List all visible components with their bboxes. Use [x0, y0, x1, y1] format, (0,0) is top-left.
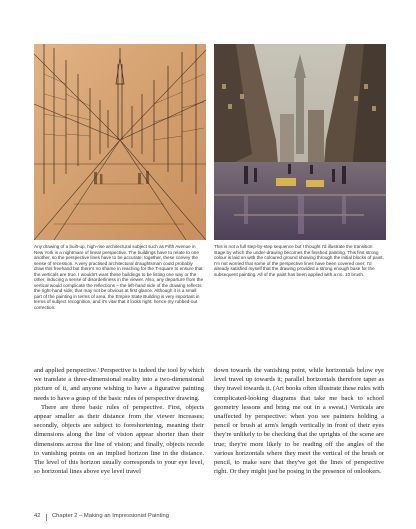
body-paragraph: There are three basic rules of perspective. First, objects appear smaller as their distance from the viewer increases; secondly, objects are subject to foreshortening, meaning their dimensions along the line of vision appear shorter than their dimensions across the line of vision; and finally, objects recede to vanishing points on an implied horizon line in the distance. The level of this horizon usually corresponds to your eye level, so horizontal lines above eye level travel — [34, 403, 204, 476]
page-number: 42 — [34, 513, 41, 519]
running-footer: Chapter 2 – Making an Impressionist Painting — [52, 513, 169, 519]
figure-painting-stage — [214, 44, 386, 240]
figure-pencil-drawing — [34, 44, 206, 240]
caption-drawing: Any drawing of a built-up, high-rise architectural subject such as Fifth Avenue in New York is a nightmare of linear perspective. The buildings have to relate to one another, so the perspective lines have to be accurate; together, these convey the sense of recession. A very practised architectural draughtsman could probably draw this freehand but there's no shame in reaching for the T-square to ensure that the verticals are true. I wouldn't want these buildings to be listing one way or the other, inducing a sense of disorderliness in the viewer. Also, any departure from the vertical would complicate the reflections – the left-hand side of the drawing reflects the right-hand side; that may not be obvious at first glance. Although it is a small part of the painting in terms of area, the Empire State Building is very important in terms of subject recognition, and it's vital that it looks right: hence my rubbed-out correction. — [34, 244, 204, 311]
body-column-right — [214, 366, 384, 476]
street-painting-image — [214, 44, 386, 240]
body-paragraph: down towards the vanishing point, while horizontals below eye level travel up towards it; parallel horizontals therefore taper as they travel towards it. (Art books often illustrate these rules with complicated-looking diagrams that take me back to school geometry lessons and bring me out in a sweat.) Verticals are unaffected by perspective: when you see painters holding a pencil or brush at arm's length vertically in front of their eyes they're unlikely to be checking that the uprights of the scene are true; they're more likely to be reading off the angles of the various horizontals where they meet the vertical of the brush or pencil, to make sure that they've got the lines of perspective right. Or they might just be posing in the presence of onlookers. — [214, 367, 384, 476]
footer-divider — [46, 514, 47, 521]
street-drawing-image — [34, 44, 206, 240]
caption-painting: This is not a full step-by-step sequence but I thought I'd illustrate the transition stage by which the under-drawing becomes the finished painting. This first strong colour is laid on with the coloured ground showing through the initial blocks of paint. I'm not worried that some of the perspective lines have been covered over; I'd already satisfied myself that the drawing provided a strong enough base for the subsequent painting. All of the paint has been applied with a no. 10 brush. — [214, 244, 384, 277]
body-column-left — [34, 366, 204, 476]
body-paragraph: and applied perspective.' Perspective is indeed the tool by which we translate a three-dimensional reality into a two-dimensional picture of it, and anyone wishing to have a figurative painting needs to have a grasp of the basic rules of perspective drawing. — [34, 367, 204, 402]
